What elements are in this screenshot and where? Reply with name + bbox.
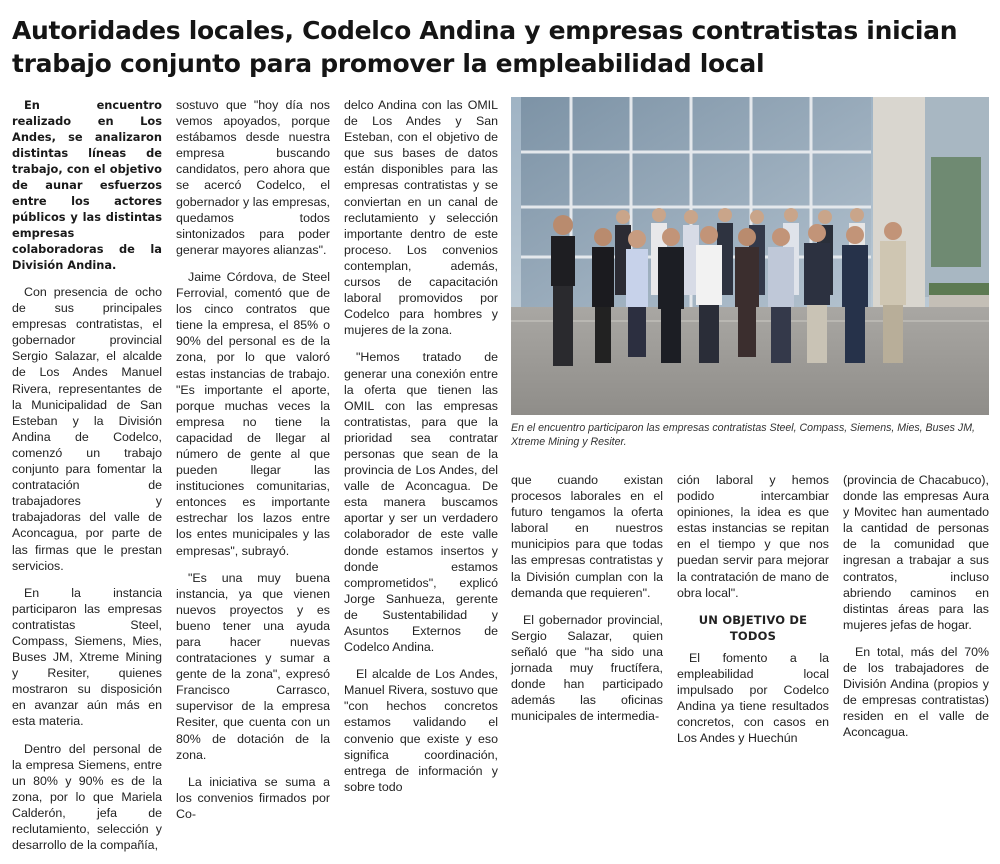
- group-photo: [511, 97, 989, 415]
- body-paragraph: ción laboral y hemos podido intercambiar opiniones, la idea es que estas instancias se repitan en el tiempo y que nos puedan servir para mejorar la contratación de mano de obra local".: [677, 473, 829, 600]
- headline: Autoridades locales, Codelco Andina y empresas contratistas inician trabajo conjunto para promover la empleabilidad local: [12, 16, 958, 78]
- column-3: [344, 97, 498, 806]
- body-paragraph: Con presencia de ocho de sus principales empresas contratistas, el gobernador provincial Sergio Salazar, el alcalde de Los Andes Manuel Rivera, representantes de la Municipalidad de San Esteban y la División Andina de Codelco, comenzó un trabajo conjunto para fomentar la contratación de trabajadores y trabajadoras del valle de Aconcagua, por parte de las firmas que le prestan servicios.: [12, 285, 162, 573]
- body-paragraph: En la instancia participaron las empresas contratistas Steel, Compass, Siemens, Mies, Buses JM, Xtreme Mining y Resiter, quienes mostraron su disposición en avanzar aún más en esta materia.: [12, 585, 162, 729]
- body-paragraph: El gobernador provincial, Sergio Salazar, quien señaló que "ha sido una jornada muy fructífera, donde han participado además las oficinas municipales de intermedia-: [511, 612, 663, 724]
- body-paragraph: sostuvo que "hoy día nos vemos apoyados, porque estábamos desde nuestra empresa buscando candidatos, pero ahora que se acercó Codelco, el gobernador y las empresas, quedamos todos sintonizados para poder generar mayores alianzas".: [176, 98, 330, 257]
- body-paragraph: Jaime Córdova, de Steel Ferrovial, comentó que de los cinco contratos que tiene la empresa, el 85% o 90% del personal es de la zona, por lo que valoró estas instancias de trabajo. "Es importante el aporte, porque muchas veces la empresa no tiene la capacidad de llegar al número de gente al que pueden llegar las instituciones comunitarias, entonces es importante estrechar los lazos entre los entes municipales y las empresas", subrayó.: [176, 269, 330, 558]
- body-paragraph: que cuando existan procesos laborales en el futuro tengamos la oferta laboral en nuestros municipios para que todas las empresas contratistas y la División cumplan con la demanda que requieren".: [511, 473, 663, 600]
- body-paragraph: Dentro del personal de la empresa Siemens, entre un 80% y 90% es de la zona, por lo que Mariela Calderón, jefa de reclutamiento, selección y desarrollo de la compañía,: [12, 741, 162, 853]
- body-paragraph: El fomento a la empleabilidad local impulsado por Codelco Andina ya tiene resultados concretos, con casos en Los Andes y Huechún: [677, 650, 829, 746]
- body-paragraph: "Hemos tratado de generar una conexión entre la oferta que tienen las OMIL con las empresas contratistas, para que la prioridad sea contratar personas que sean de la provincia de Los Andes, del valle de Aconcagua. De esta manera buscamos aportar y ser un verdadero colaborador de este valle donde estamos insertos y donde estamos comprometidos", explicó Jorge Sanhueza, gerente de Sustentabilidad y Asuntos Externos de Codelco Andina.: [344, 350, 498, 655]
- body-paragraph: El alcalde de Los Andes, Manuel Rivera, sostuvo que "con hechos concretos estamos validando el convenio que existe y eso significa coordinación, entrega de información y sobre todo: [344, 667, 498, 794]
- column-4: [511, 472, 663, 735]
- lead-paragraph: En encuentro realizado en Los Andes, se analizaron distintas líneas de trabajo, con el objetivo de aunar esfuerzos entre los actores públicos y las distintas empresas colaboradoras de la División Andina.: [12, 98, 162, 272]
- body-paragraph: delco Andina con las OMIL de Los Andes y San Esteban, con el objetivo de que sus bases de datos están disponibles para las empresas contratistas y se conviertan en un canal de reclutamiento y selección importante dentro de este proceso. Los convenios contemplan, además, cursos de capacitación laboral promovidos por Codelco para hombres y mujeres de la zona.: [344, 98, 498, 338]
- column-5: [677, 472, 829, 758]
- body-paragraph: (provincia de Chacabuco), donde las empresas Aura y Movitec han aumentado la cantidad de personas de la comunidad que ingresan a trabajar a sus contratos, incluso abriendo caminos en distintas áreas para las mujeres jefas de hogar.: [843, 473, 989, 632]
- body-paragraph: En total, más del 70% de los trabajadores de División Andina (propios y de empresas contratistas) residen en el valle de Aconcagua.: [843, 644, 989, 740]
- column-6: [843, 472, 989, 752]
- body-paragraph: "Es una muy buena instancia, ya que vienen nuevos proyectos y es bueno tener una ayuda para hacer nuevas contrataciones y sumar a gente de la zona", expresó Francisco Carrasco, supervisor de la empresa Resiter, que cuenta con un 80% de dotación de la zona.: [176, 570, 330, 762]
- column-1: [12, 97, 162, 864]
- column-2: [176, 97, 330, 833]
- section-subhead: UN OBJETIVO DE TODOS: [698, 612, 808, 643]
- photo-caption: En el encuentro participaron las empresas contratistas Steel, Compass, Siemens, Mies, Buses JM, Xtreme Mining y Resiter.: [511, 422, 975, 448]
- body-paragraph: La iniciativa se suma a los convenios firmados por Co-: [176, 774, 330, 821]
